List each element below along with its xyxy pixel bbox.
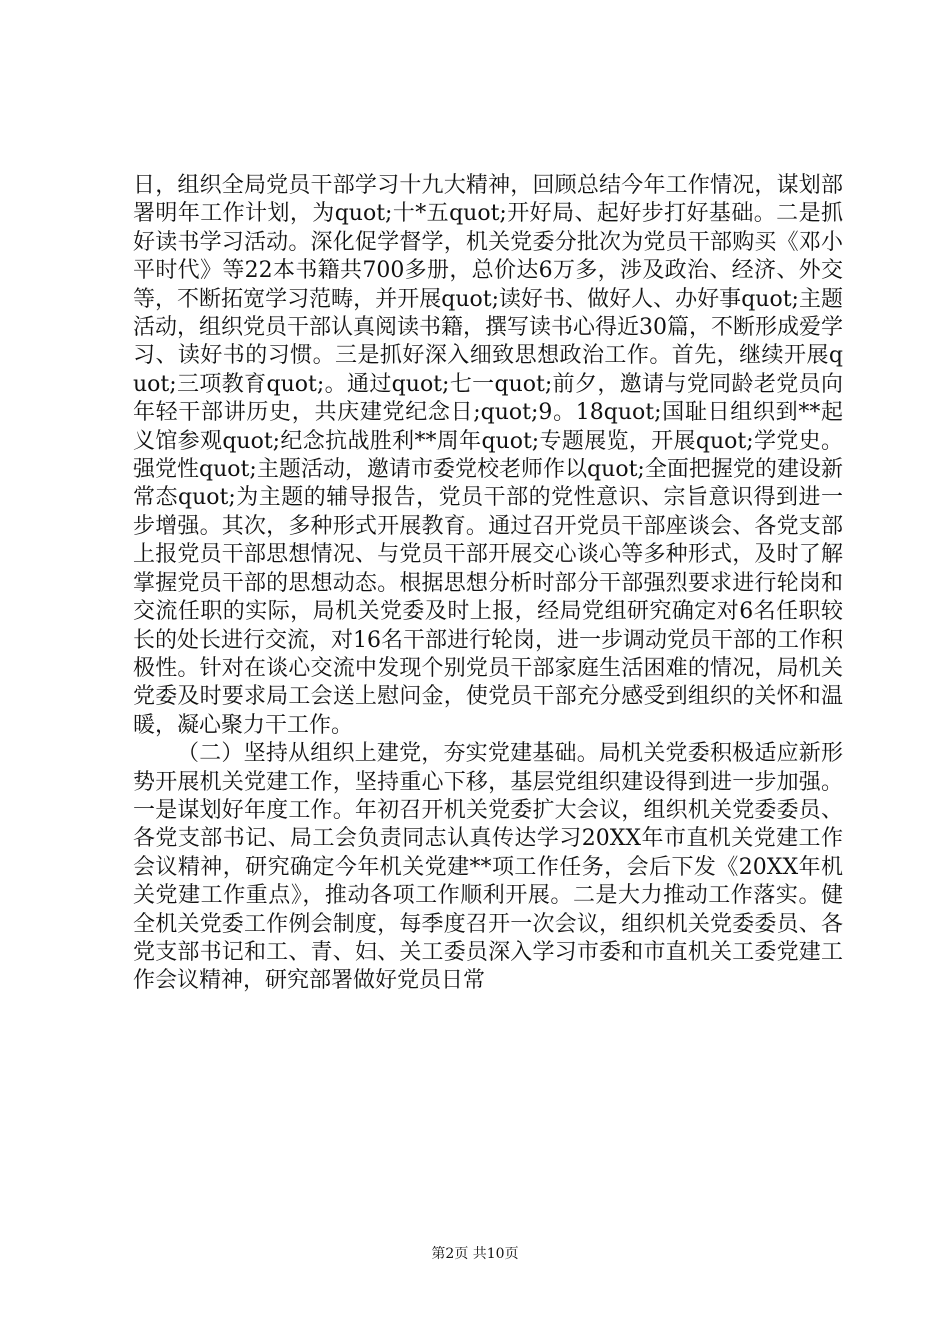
document-body (133, 172, 843, 996)
paragraph-section-two: （二）坚持从组织上建党，夯实党建基础。局机关党委积极适应新形势开展机关党建工作，坚持重心下移，基层党组织建设得到进一步加强。一是谋划好年度工作。年初召开机关党委扩大会议，组织机关党委委员、各党支部书记、局工会负责同志认真传达学习20XX年市直机关党建工作会议精神，研究确定今年机关党建**项工作任务，会后下发《20XX年机关党建工作重点》，推动各项工作顺利开展。二是大力推动工作落实。健全机关党委工作例会制度，每季度召开一次会议，组织机关党委委员、各党支部书记和工、青、妇、关工委员深入学习市委和市直机关工委党建工作会议精神，研究部署做好党员日常 (133, 741, 843, 994)
page-footer (0, 1244, 950, 1264)
paragraph-continuation: 日，组织全局党员干部学习十九大精神，回顾总结今年工作情况，谋划部署明年工作计划，为quot;十*五quot;开好局、起好步打好基础。二是抓好读书学习活动。深化促学督学，机关党委分批次为党员干部购买《邓小平时代》等22本书籍共700多册，总价达6万多，涉及政治、经济、外交等，不断拓宽学习范畴，并开展quot;读好书、做好人、办好事quot;主题活动，组织党员干部认真阅读书籍，撰写读书心得近30篇，不断形成爱学习、读好书的习惯。三是抓好深入细致思想政治工作。首先，继续开展quot;三项教育quot;。通过quot;七一quot;前夕，邀请与党同龄老党员向年轻干部讲历史，共庆建党纪念日;quot;9。18quot;国耻日组织到**起义馆参观quot;纪念抗战胜利**周年quot;专题展览，开展quot;学党史。强党性quot;主题活动，邀请市委党校老师作以quot;全面把握党的建设新常态quot;为主题的辅导报告，党员干部的党性意识、宗旨意识得到进一步增强。其次，多种形式开展教育。通过召开党员干部座谈会、各党支部上报党员干部思想情况、与党员干部开展交心谈心等多种形式，及时了解掌握党员干部的思想动态。根据思想分析时部分干部强烈要求进行轮岗和交流任职的实际，局机关党委及时上报，经局党组研究确定对6名任职较长的处长进行交流，对16名干部进行轮岗，进一步调动党员干部的工作积极性。针对在谈心交流中发现个别党员干部家庭生活困难的情况，局机关党委及时要求局工会送上慰问金，使党员干部充分感受到组织的关怀和温暖，凝心聚力干工作。 (133, 173, 843, 738)
page-number: 第2页 共10页 (431, 1246, 519, 1262)
